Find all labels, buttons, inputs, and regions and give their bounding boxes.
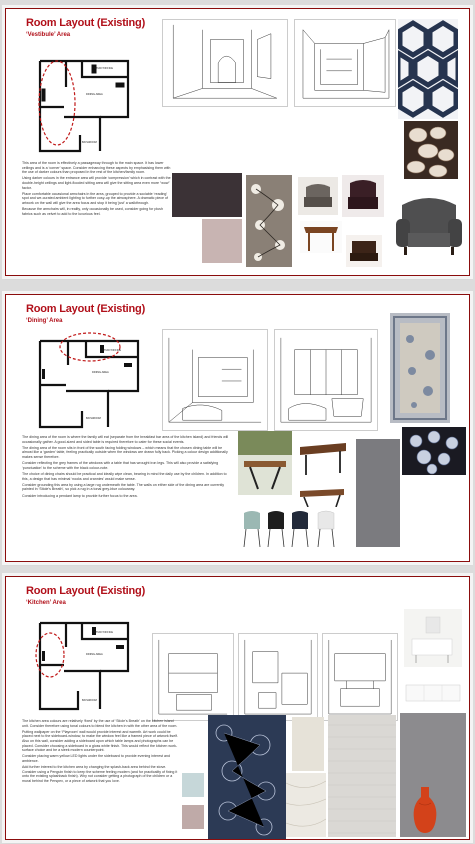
room-sketch (162, 19, 288, 107)
pendant-lamp-image (402, 427, 466, 475)
slide-subtitle: ‘Kitchen’ Area (26, 600, 66, 606)
paragraph: Using darker colours in the entrance area will provide ‘compression’ which in contrast with the double-height ceilings and light-flooded sitting area will give the sitting area even more “wow” factor. (22, 176, 171, 190)
slide-subtitle: ‘Dining’ Area (26, 318, 63, 324)
colour-swatch (172, 173, 242, 217)
grey-armchair-image (390, 189, 468, 261)
paragraph: The dining area of the room sits in front of the south facing folding windows – which means that the chosen dining table will be almost like a ‘garden’ table, feeling practically outside when the windows are drawn fully back. Picking a colour design additionally makes sense therefore. (22, 445, 228, 459)
plan-label: STUDY/OFFICE (94, 631, 114, 634)
slide-subtitle: ‘Vestibule’ Area (26, 32, 71, 38)
room-sketch (162, 329, 268, 431)
sideboard-photo (404, 609, 462, 667)
room-sketch (238, 633, 318, 721)
slide-vestibule (5, 8, 470, 276)
rug-image (390, 313, 450, 423)
body-text (22, 719, 180, 785)
paragraph: Add further interest to the kitchen area by changing the splash-back area behind the stove. Consider using a Penguin finish to keep the scheme feeling modern (and for practicality of fixing it onto the existing splashback finish). Why not consider getting a photograph of the children or a mural behind the Perspex, or a piece of artwork that you love. (22, 765, 178, 783)
paragraph: Because the armchairs will, in reality, only occasionally be used, consider going for plush fabrics such as velvet to add to the luxurious feel. (22, 207, 163, 216)
paragraph: The dining area of the room is where the family will eat (separate from the breakfast bar area of the kitchen island) and friends will occasionally gather. A good-sized and sided table is required therefore to cater for these social events. (22, 435, 229, 444)
plan-label: BATHROOM (82, 699, 97, 702)
paragraph: Consider introducing a pendant lamp to provide further focus to the area. (22, 493, 138, 498)
colour-swatch (182, 805, 204, 829)
room-sketch (322, 633, 398, 721)
paragraph: Consider reflecting the grey frames of the windows with a table that has wrought iron legs. This will also provide a satisfying ‘punctuation’ to the scheme with the black colour-note. (22, 461, 219, 470)
paragraph: The kitchen area colours are relatively ‘fixed’ by the use of ‘Stiole’s Breath’ on the kitchen island unit. Consider therefore using tonal colours to blend the kitchen in with the other area of the room. (22, 719, 178, 728)
brown-chair-image (346, 235, 382, 267)
colour-swatch (292, 717, 324, 771)
plan-label: BATHROOM (86, 417, 101, 420)
paragraph: The choice of dining chairs should be practical and ideally wipe clean, bearing in mind the daily use by the children. In addition to this, a design that has minimal ‘nooks and crannies’ would make sense. (22, 471, 227, 481)
armchair-image (298, 177, 338, 215)
slide-title: Room Layout (Existing) (26, 17, 146, 29)
wallpaper-pattern-image (208, 715, 286, 839)
floor-plan (20, 609, 138, 717)
plan-label: BATHROOM (82, 141, 97, 144)
plan-label: STUDY/OFFICE (102, 349, 122, 352)
table-image (296, 433, 350, 481)
plan-label: DINING AREA (86, 93, 103, 96)
paragraph: Place comfortable occasional armchairs in the area, grouped to provide a sociable ‘reading’ spot and we-curated ambient lighting to further cosy-up the atmosphere. A dramatic piece of artwork on the wall will give the area focus and stop it being ‘just’ a walkthrough. (22, 191, 169, 205)
slide-title: Room Layout (Existing) (26, 585, 146, 597)
paragraph: This area of the room is effectively a passageway through to the main space. It has lower ceilings and is a ‘corner’ space. Consider enhancing these aspects by emphasising them with the use of darker colours than proposed in the rest of the kitchen/family room. (22, 161, 171, 175)
slide-title: Room Layout (Existing) (26, 303, 146, 315)
orange-vase-image (410, 783, 440, 835)
body-text (22, 161, 172, 218)
room-sketch (294, 19, 396, 107)
bench-image (296, 483, 348, 509)
dining-table-photo (238, 431, 292, 495)
colour-swatch (202, 219, 242, 263)
dining-chairs-image (238, 507, 342, 551)
paragraph: Consider placing warm yellow LED lights under the sideboard to provide evening interest and ambience. (22, 754, 171, 763)
linen-texture-image (328, 715, 396, 837)
plan-label: STUDY/OFFICE (94, 67, 114, 70)
console-table-image (300, 221, 342, 253)
body-text (22, 435, 232, 500)
floor-plan (20, 47, 138, 159)
slide-kitchen (5, 576, 470, 840)
plan-label: DINING AREA (92, 371, 109, 374)
room-sketch (274, 329, 378, 431)
velvet-armchair-image (342, 175, 384, 217)
wallpaper-sample (398, 19, 458, 119)
paragraph: Consider grounding this area by using a large rug underneath the table. The walls on either side of the dining area are currently painted in ‘Stiole’s Breath’, so pick a rug in a tonal grey-blue colourway. (22, 482, 225, 492)
room-sketch (152, 633, 234, 721)
marble-sample (286, 773, 326, 837)
floral-fabric (246, 175, 292, 267)
floor-plan (20, 327, 150, 435)
plan-label: DINING AREA (86, 653, 103, 656)
white-sideboard-image (402, 677, 464, 707)
colour-swatch (356, 439, 400, 547)
colour-swatch (182, 773, 204, 797)
paragraph: Putting wallpaper on the ‘Playroom’ wall would provide interest and warmth. Art work could be placed next to the sideboard-window, to make the window feel like a framed piece of artwork itself. Also on this wall, consider adding a sideboard upon which table lamps and photographs can be placed. Consider choosing a sideboard in a gloss white finish. This would reflect the kitchen work-surface choice and be a sleek modern counterpoint. (22, 729, 179, 753)
shells-image (404, 121, 458, 179)
slide-dining (5, 294, 470, 562)
